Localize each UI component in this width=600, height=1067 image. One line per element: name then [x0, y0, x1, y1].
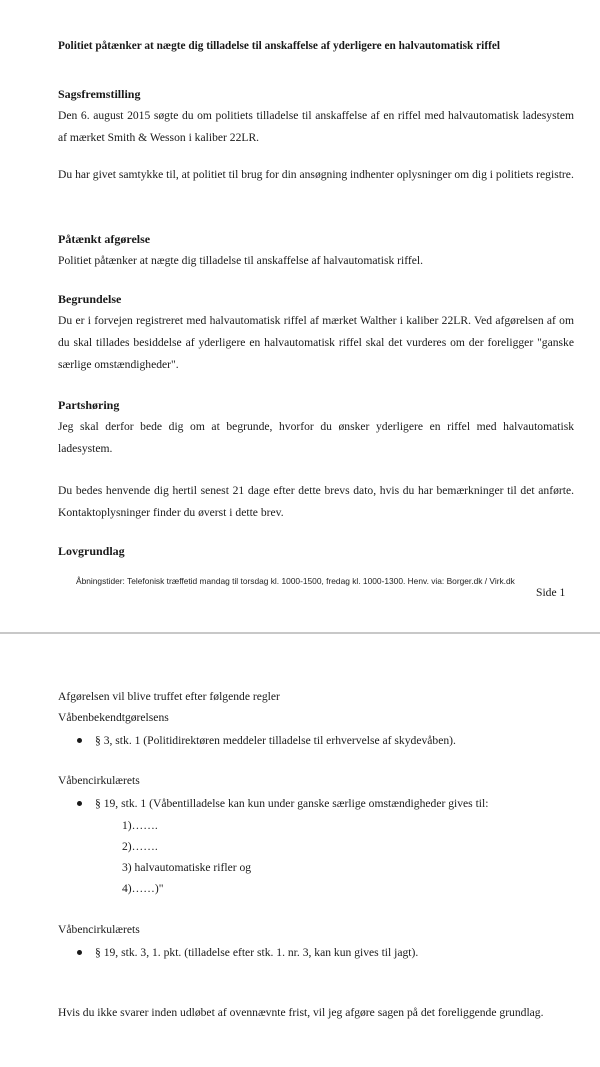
- section-text: Politiet påtænker at nægte dig tilladelse til anskaffelse af halvautomatisk riffel.: [58, 254, 424, 267]
- section-heading: Lovgrundlag: [58, 544, 125, 558]
- section-paataenkt-afgoerelse: [58, 228, 574, 272]
- rule-source-heading: Våbencirkulærets: [58, 923, 140, 936]
- page-divider: [0, 632, 600, 634]
- bullet-dot: [77, 950, 82, 955]
- section-text: Du er i forvejen registreret med halvautomatisk riffel af mærket Walther i kaliber 22LR. Ved afgørelsen af om du skal tillades besiddelse af yderligere en halvautomatisk riffel skal det vurderes om der foreligger "ganske særlige omstændigheder".: [58, 314, 574, 371]
- rule-subitem: 4)……)": [122, 882, 164, 895]
- rule-bullet: [77, 946, 418, 959]
- section-heading: Sagsfremstilling: [58, 87, 141, 101]
- rule-bullet: [77, 797, 488, 810]
- letter-title: Politiet påtænker at nægte dig tilladelse til anskaffelse af yderligere en halvautomatisk riffel: [58, 40, 500, 52]
- bullet-dot: [77, 801, 82, 806]
- opening-hours-footer: Åbningstider: Telefonisk træffetid mandag til torsdag kl. 1000-1500, fredag kl. 1000-1300. Henv. via: Borger.dk / Virk.dk: [76, 576, 515, 586]
- rule-source-heading: Våbencirkulærets: [58, 774, 140, 787]
- rule-source-heading: Våbenbekendtgørelsens: [58, 711, 169, 724]
- page-number: Side 1: [536, 586, 566, 599]
- rules-intro: Afgørelsen vil blive truffet efter følgende regler: [58, 690, 280, 703]
- rule-bullet-text: § 3, stk. 1 (Politidirektøren meddeler tilladelse til erhvervelse af skydevåben).: [95, 734, 456, 747]
- rule-subitem: 2)…….: [122, 840, 158, 853]
- section-text: Du har givet samtykke til, at politiet til brug for din ansøgning indhenter oplysninger om dig i politiets registre.: [58, 168, 574, 181]
- section-frist: [58, 480, 574, 524]
- section-text: Jeg skal derfor bede dig om at begrunde, hvorfor du ønsker yderligere en riffel med halvautomatisk ladesystem.: [58, 420, 574, 455]
- section-sagsfremstilling: [58, 83, 574, 149]
- section-begrundelse: [58, 288, 574, 376]
- rule-bullet-text: § 19, stk. 3, 1. pkt. (tilladelse efter stk. 1. nr. 3, kan kun gives til jagt).: [95, 946, 419, 959]
- rule-bullet-text: § 19, stk. 1 (Våbentilladelse kan kun under ganske særlige omstændigheder gives til:: [95, 797, 489, 810]
- section-text: Du bedes henvende dig hertil senest 21 dage efter dette brevs dato, hvis du har bemærkninger til det anførte. Kontaktoplysninger finder du øverst i dette brev.: [58, 484, 574, 519]
- section-heading: Begrundelse: [58, 292, 122, 306]
- section-samtykke: [58, 164, 574, 186]
- rule-subitem: 3) halvautomatiske rifler og: [122, 861, 252, 874]
- rule-subitem: 1)…….: [122, 819, 158, 832]
- section-partshoering: [58, 394, 574, 460]
- bullet-dot: [77, 738, 82, 743]
- rule-bullet: [77, 734, 456, 747]
- letter-page-2: [0, 636, 600, 1067]
- section-text: Den 6. august 2015 søgte du om politiets tilladelse til anskaffelse af en riffel med halvautomatisk ladesystem af mærket Smith & Wesson i kaliber 22LR.: [58, 109, 574, 144]
- closing-text: Hvis du ikke svarer inden udløbet af ovennævnte frist, vil jeg afgøre sagen på det foreliggende grundlag.: [58, 1006, 544, 1019]
- section-heading: Partshøring: [58, 398, 120, 412]
- section-heading: Påtænkt afgørelse: [58, 232, 151, 246]
- section-lovgrundlag: [58, 540, 574, 562]
